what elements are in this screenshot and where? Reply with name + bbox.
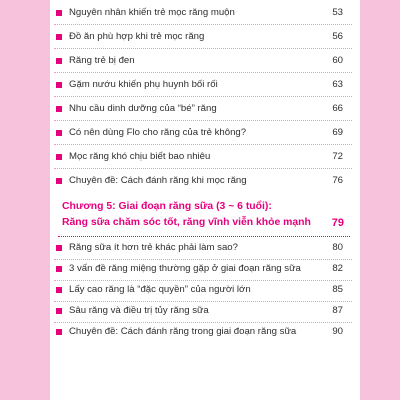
toc-entry[interactable] — [50, 27, 360, 51]
square-bullet-icon — [56, 178, 62, 184]
dotted-divider — [54, 24, 352, 25]
toc-entry[interactable] — [50, 147, 360, 171]
toc-entry-title: Lấy cao răng là “đặc quyền” của người lớn — [69, 284, 251, 295]
toc-entry-page: 56 — [332, 31, 343, 42]
dotted-divider — [54, 168, 352, 169]
toc-entry-title: Nguyên nhân khiến trẻ mọc răng muộn — [69, 7, 235, 18]
toc-entry-page: 66 — [332, 103, 343, 114]
square-bullet-icon — [56, 287, 62, 293]
toc-entry-title: Chuyên đề: Cách đánh răng trong giai đoạn răng sữa — [69, 326, 297, 337]
square-bullet-icon — [56, 130, 62, 136]
square-bullet-icon — [56, 245, 62, 251]
toc-entry-page: 53 — [332, 7, 343, 18]
toc-entry-title: Sâu răng và điều trị tủy răng sữa — [69, 305, 209, 316]
toc-entry-title: Gặm nướu khiến phụ huynh bối rối — [69, 79, 218, 90]
dotted-divider — [54, 96, 352, 97]
toc-entry-title: Răng sữa ít hơn trẻ khác phải làm sao? — [69, 242, 238, 253]
toc-entry-title: Đồ ăn phù hợp khi trẻ mọc răng — [69, 31, 205, 42]
toc-entry-page: 72 — [332, 151, 343, 162]
toc-entry[interactable] — [50, 51, 360, 75]
toc-entry-page: 76 — [332, 175, 343, 186]
toc-entry-title: Mọc răng khó chịu biết bao nhiêu — [69, 151, 211, 162]
toc-entry-page: 63 — [332, 79, 343, 90]
chapter-heading[interactable] — [50, 199, 360, 239]
toc-entry[interactable] — [50, 99, 360, 123]
toc-entry-page: 85 — [332, 284, 343, 295]
toc-entry-page: 60 — [332, 55, 343, 66]
square-bullet-icon — [56, 34, 62, 40]
square-bullet-icon — [56, 106, 62, 112]
dotted-divider — [54, 48, 352, 49]
toc-entry-page: 80 — [332, 242, 343, 253]
toc-entry[interactable] — [50, 171, 360, 195]
toc-entry[interactable] — [50, 322, 360, 346]
toc-entry-title: Chuyên đề: Cách đánh răng khi mọc răng — [69, 175, 247, 186]
square-bullet-icon — [56, 329, 62, 335]
toc-entry-title: 3 vấn đề răng miệng thường gặp ở giai đoạn răng sữa — [69, 263, 301, 274]
dotted-divider — [54, 144, 352, 145]
toc-entry-page: 82 — [332, 263, 343, 274]
toc-entry-title: Nhu cầu dinh dưỡng của “bé” răng — [69, 103, 217, 114]
toc-entry-page: 69 — [332, 127, 343, 138]
square-bullet-icon — [56, 10, 62, 16]
toc-entry[interactable] — [50, 123, 360, 147]
toc-entry[interactable] — [50, 3, 360, 27]
chapter-title: Chương 5: Giai đoạn răng sữa (3 ~ 6 tuổi): — [62, 201, 272, 212]
chapter-subtitle: Răng sữa chăm sóc tốt, răng vĩnh viễn khỏe mạnh — [62, 217, 311, 228]
square-bullet-icon — [56, 308, 62, 314]
toc-entry-title: Có nên dùng Flo cho răng của trẻ không? — [69, 127, 247, 138]
square-bullet-icon — [56, 58, 62, 64]
dotted-divider — [54, 72, 352, 73]
toc-entry-page: 90 — [332, 326, 343, 337]
square-bullet-icon — [56, 266, 62, 272]
toc-entry[interactable] — [50, 75, 360, 99]
toc-entry-title: Răng trẻ bị đen — [69, 55, 135, 66]
toc-page — [50, 0, 360, 400]
toc-entry-page: 87 — [332, 305, 343, 316]
square-bullet-icon — [56, 82, 62, 88]
chapter-page: 79 — [331, 217, 344, 229]
square-bullet-icon — [56, 154, 62, 160]
dotted-divider — [58, 236, 350, 237]
dotted-divider — [54, 120, 352, 121]
